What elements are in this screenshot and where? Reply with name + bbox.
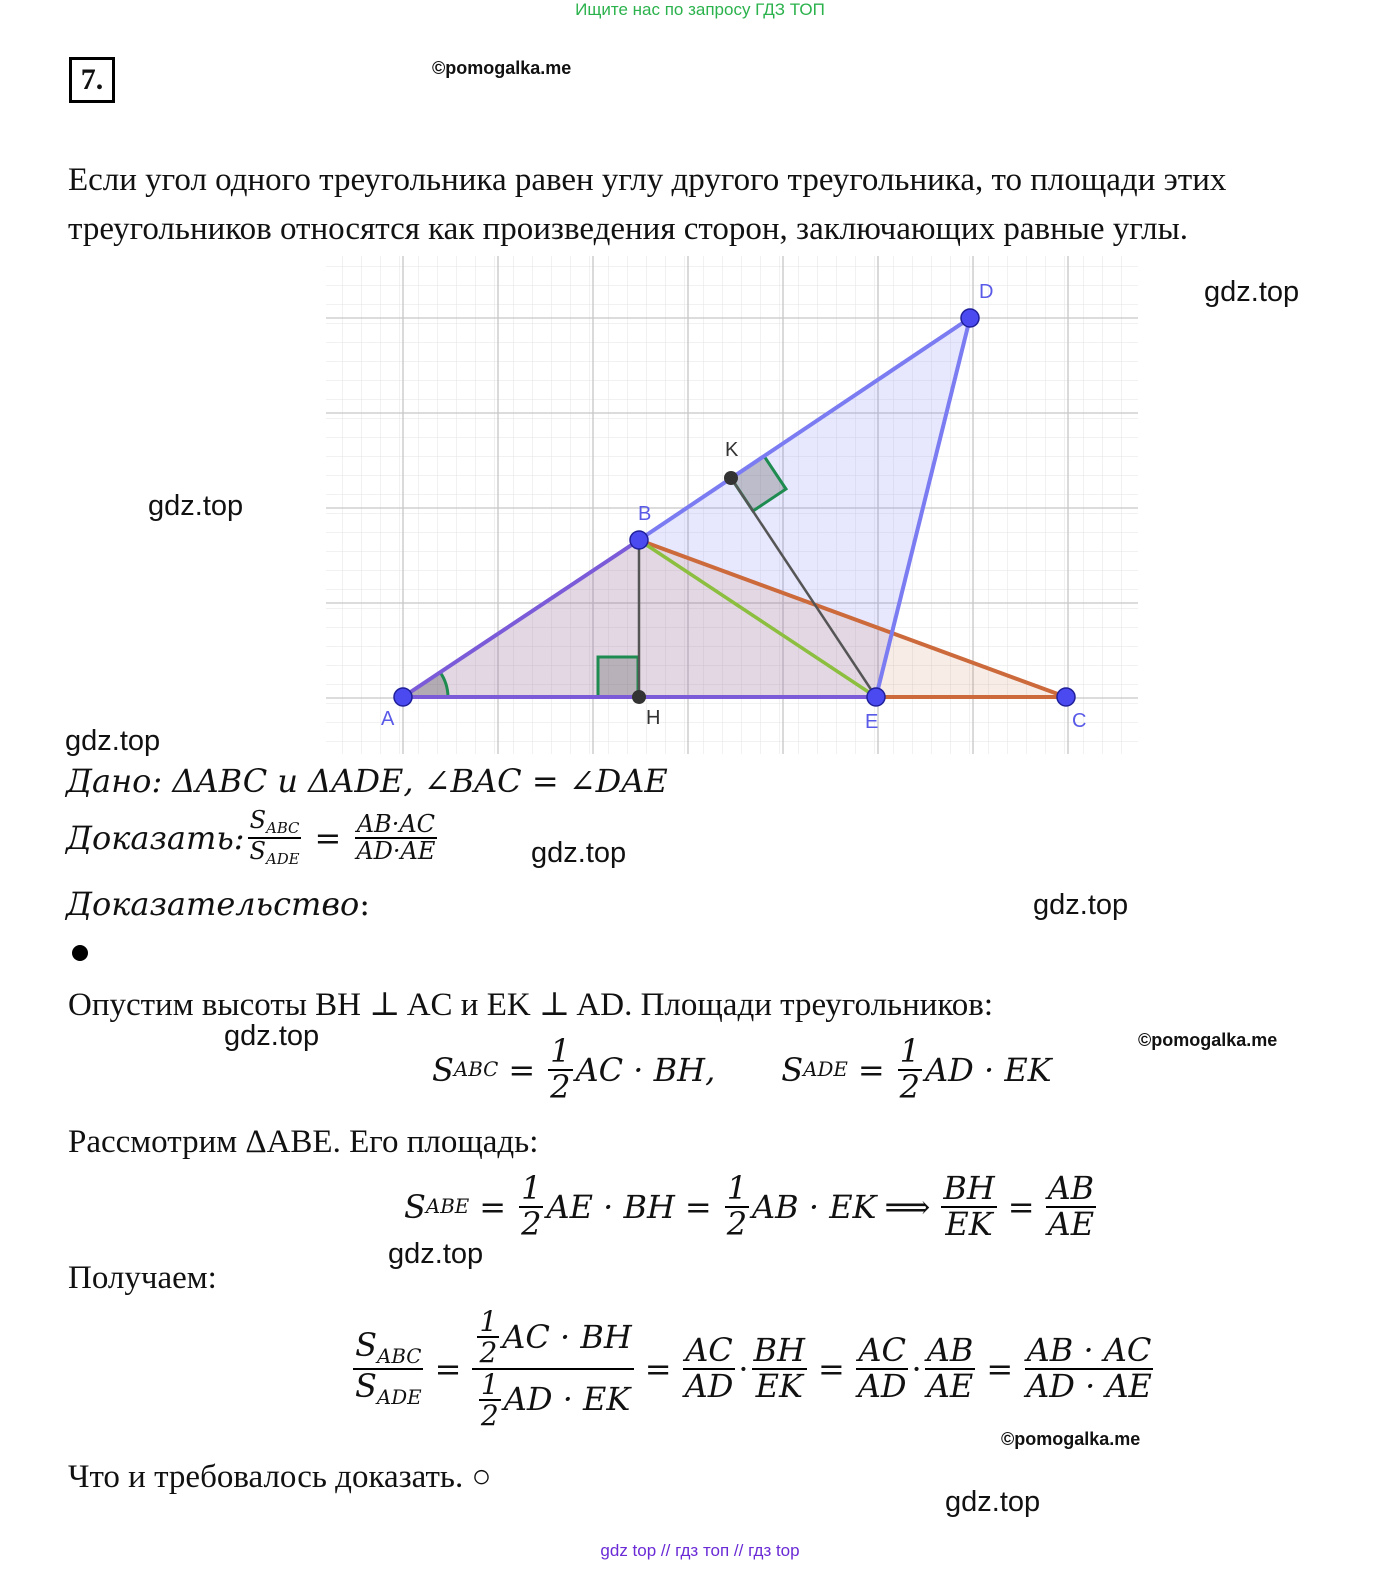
f2-eq2: = [684, 1187, 712, 1226]
f3-half-den [479, 1367, 501, 1433]
step-3-text: Получаем: [68, 1260, 217, 1296]
site-watermark: gdz.top [65, 725, 161, 757]
right-angle-h [598, 657, 638, 697]
proof-colon: : [359, 885, 371, 923]
f3-ac-bh: AC · BH [502, 1317, 632, 1356]
site-watermark: gdz.top [1204, 276, 1300, 308]
bottom-banner[interactable]: gdz top // гдз топ // гдз top [600, 1541, 800, 1560]
theorem-statement-line-1: Если угол одного треугольника равен углу другого треугольника, то площади этих [68, 162, 1227, 198]
proof-line [66, 885, 370, 923]
label-d: D [979, 281, 994, 303]
f3-one-a: 1 [479, 1305, 498, 1338]
point-d [961, 309, 979, 327]
f3-one-b: 1 [480, 1367, 499, 1401]
prove-rhs-fraction [354, 809, 437, 865]
f3-ab-ae [925, 1331, 976, 1405]
site-watermark: gdz.top [1033, 889, 1129, 921]
label-b: B [638, 503, 652, 525]
f1-rest-ade: AD · EK [925, 1050, 1052, 1089]
top-banner[interactable]: Ищите нас по запросу ГДЗ ТОП [575, 0, 825, 19]
prove-rhs-den: AD·AE [356, 836, 436, 865]
f3-ad-2: AD [857, 1366, 907, 1405]
prove-lhs-fraction [248, 808, 302, 868]
formula-3 [350, 1307, 1157, 1431]
f3-ab: AB [926, 1331, 974, 1370]
f3-ac-ad-2 [856, 1331, 909, 1405]
point-a [394, 688, 412, 706]
f2-ab-ae-fraction [1046, 1169, 1097, 1243]
f3-ek: EK [755, 1366, 803, 1405]
step-2-text: Рассмотрим ΔABE. Его площадь: [68, 1124, 539, 1160]
site-watermark: gdz.top [388, 1238, 484, 1270]
f3-sub-ade: ADE [376, 1385, 422, 1409]
prove-lhs-den: S [249, 836, 266, 865]
copyright-watermark: ©pomogalka.me [1001, 1429, 1141, 1449]
task-number: 7. [69, 57, 115, 103]
f3-eq4: = [986, 1349, 1014, 1388]
f2-part1: AE · BH [546, 1187, 675, 1226]
site-watermark: gdz.top [148, 490, 244, 522]
proof-label: Доказательство [66, 885, 360, 923]
f3-s-num: S [355, 1326, 378, 1365]
f3-big-fraction [472, 1307, 633, 1431]
site-watermark: gdz.top [531, 837, 627, 869]
f2-sub-abe: ABE [425, 1195, 470, 1219]
f3-two-b: 2 [480, 1399, 499, 1433]
f3-ac-ad [683, 1331, 736, 1405]
f3-ab-ac: AB · AC [1026, 1331, 1152, 1370]
f2-eq3: = [1007, 1187, 1035, 1226]
site-watermark: gdz.top [224, 1020, 320, 1052]
f3-ad: AD [684, 1366, 734, 1405]
prove-rhs-num: AB·AC [356, 809, 436, 838]
formula-2 [404, 1169, 1099, 1243]
f1-sub-ade: ADE [803, 1058, 848, 1082]
given-text: : ΔABC и ΔADE, ∠BAC = ∠DAE [151, 762, 668, 800]
f1-one: 1 [550, 1032, 571, 1070]
f2-ek: EK [945, 1204, 993, 1243]
f2-bh-ek-fraction [941, 1169, 996, 1243]
f2-two-2: 2 [726, 1204, 748, 1243]
f1-s2: S [781, 1050, 804, 1089]
f2-eq1: = [479, 1187, 507, 1226]
prove-colon: : [233, 818, 245, 857]
step-1-text: Опустим высоты BH ⊥ AC и EK ⊥ AD. Площади треугольников: [68, 987, 994, 1023]
label-e: E [865, 711, 879, 733]
f1-sub-abc: ABC [453, 1058, 499, 1082]
f1-half-fraction [548, 1032, 572, 1106]
f3-ae: AE [926, 1366, 974, 1405]
copyright-watermark: ©pomogalka.me [432, 58, 572, 78]
f3-eq2: = [644, 1349, 672, 1388]
f3-bh-ek [752, 1331, 807, 1405]
f1-two: 2 [550, 1067, 571, 1106]
f2-part2: AB · EK [752, 1187, 877, 1226]
f3-final [1024, 1331, 1154, 1405]
f3-s-den: S [355, 1366, 377, 1405]
copyright-watermark: ©pomogalka.me [1138, 1030, 1278, 1050]
f2-half-2 [725, 1169, 749, 1243]
label-k: K [725, 439, 739, 461]
f3-ac: AC [685, 1331, 733, 1370]
f2-half-1 [519, 1169, 543, 1243]
prove-label: Доказать [66, 818, 234, 857]
f3-half-num [477, 1307, 499, 1368]
geometry-figure [326, 256, 1138, 754]
bullet [72, 945, 88, 961]
f3-ad-ae: AD · AE [1026, 1366, 1152, 1405]
prove-equals: = [314, 818, 342, 857]
f3-sub-abc: ABC [377, 1344, 422, 1368]
f3-bh: BH [753, 1331, 805, 1370]
point-k [724, 471, 738, 485]
given-label: Дано [66, 762, 152, 800]
point-h [632, 690, 646, 704]
f3-ad-ek: AD · EK [503, 1380, 631, 1419]
point-b [630, 531, 648, 549]
theorem-statement-line-2: треугольников относятся как произведения сторон, заключающих равные углы. [68, 211, 1189, 247]
f3-dot2: · [911, 1349, 922, 1388]
point-e [867, 688, 885, 706]
f3-ac-2: AC [858, 1331, 906, 1370]
f2-bh: BH [943, 1169, 995, 1207]
f2-one-1: 1 [521, 1169, 542, 1207]
f2-implies: ⟹ [884, 1187, 931, 1226]
f3-eq1: = [434, 1349, 462, 1388]
f1-eq2: = [857, 1050, 885, 1089]
f2-s: S [404, 1187, 426, 1226]
f3-s-ratio [353, 1326, 424, 1409]
f1-eq: = [508, 1050, 536, 1089]
f3-two-a: 2 [479, 1336, 498, 1370]
f1-two-2: 2 [899, 1067, 921, 1106]
f1-one-2: 1 [899, 1032, 921, 1070]
label-c: C [1072, 710, 1087, 732]
prove-lhs-den-sub: ADE [266, 850, 300, 869]
f2-ab: AB [1047, 1169, 1095, 1207]
site-watermark: gdz.top [945, 1486, 1041, 1518]
prove-line [66, 808, 440, 868]
conclusion-text: Что и требовалось доказать. ○ [68, 1459, 492, 1495]
f1-half-fraction-2 [898, 1032, 922, 1106]
prove-lhs-num: S [249, 806, 267, 834]
f1-rest-abc: AC · BH, [575, 1050, 716, 1089]
f1-s: S [432, 1050, 454, 1089]
label-h: H [646, 707, 661, 729]
prove-lhs-num-sub: ABC [266, 819, 300, 838]
point-c [1057, 688, 1075, 706]
f2-two-1: 2 [521, 1204, 542, 1243]
f3-dot1: · [738, 1349, 749, 1388]
f3-eq3: = [817, 1349, 845, 1388]
label-a: A [381, 708, 395, 730]
formula-1 [432, 1032, 1052, 1106]
given-line [66, 762, 668, 800]
f2-one-2: 1 [726, 1169, 748, 1207]
f2-ae: AE [1047, 1204, 1095, 1243]
